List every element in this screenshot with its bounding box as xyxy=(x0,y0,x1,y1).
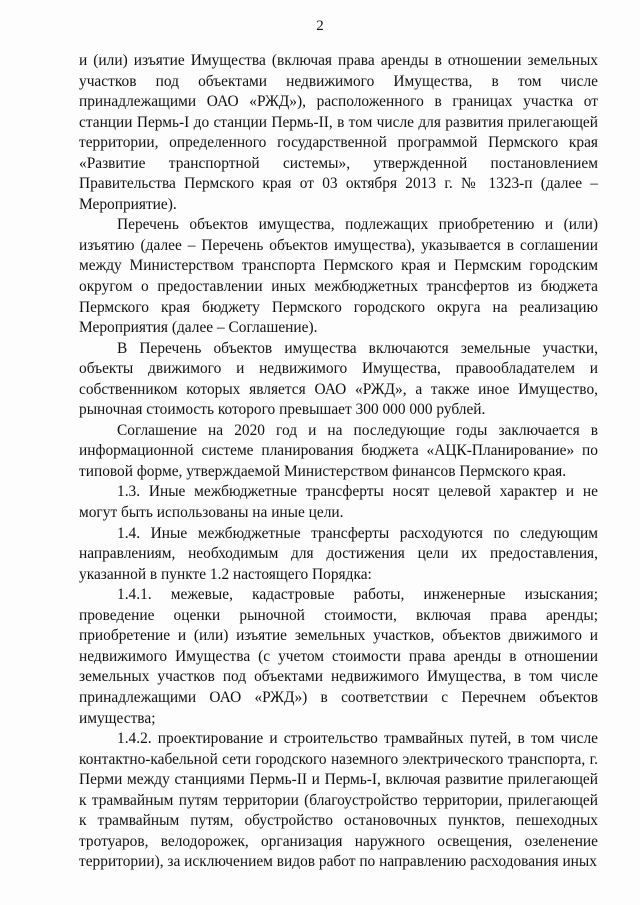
clause-1-4-1: 1.4.1. межевые, кадастровые работы, инженерные изыскания; проведение оценки рыночной стоимости, включая права аренды; приобретение и (или) изъятие земельных участков, объектов движимого и недвижимого Имущества (с учетом стоимости права аренды в отношении земельных участков под объектами недвижимого Имущества, в том числе принадлежащими ОАО «РЖД») в соответствии с Перечнем объектов имущества; xyxy=(79,586,598,727)
paragraph-continuation: и (или) изъятие Имущества (включая права аренды в отношении земельных участков под объектами недвижимого Имущества, в том числе принадлежащими ОАО «РЖД»), расположенного в границах участка от станции Пермь-I до станции Пермь-II, в том числе для развития прилегающей территории, определенного государственной программой Пермского края «Развитие транспортной системы», утвержденной постановлением Правительства Пермского края от 03 октября 2013 г. № 1323-п (далее – Мероприятие). xyxy=(79,52,598,213)
document-body xyxy=(79,51,598,873)
page-number: 2 xyxy=(316,18,324,34)
paragraph-asset-list: Перечень объектов имущества, подлежащих приобретению и (или) изъятию (далее – Перечень объектов имущества), указывается в соглашении между Министерством транспорта Пермского края и Пермским городским округом о предоставлении иных межбюджетных трансфертов из бюджета Пермского края бюджету Пермского городского округа на реализацию Мероприятия (далее – Соглашение). xyxy=(79,216,598,337)
paragraph-asset-list-contents: В Перечень объектов имущества включаются земельные участки, объекты движимого и недвижимого Имущества, правообладателем и собственником которых является ОАО «РЖД», а также иное Имущество, рыночная стоимость которого превышает 300 000 000 рублей. xyxy=(79,339,598,419)
clause-1-4: 1.4. Иные межбюджетные трансферты расходуются по следующим направлениям, необходимым для достижения цели их предоставления, указанной в пункте 1.2 настоящего Порядка: xyxy=(79,524,598,583)
paragraph-agreement: Соглашение на 2020 год и на последующие годы заключается в информационной системе планирования бюджета «АЦК-Планирование» по типовой форме, утверждаемой Министерством финансов Пермского края. xyxy=(79,421,598,480)
clause-1-4-2: 1.4.2. проектирование и строительство трамвайных путей, в том числе контактно-кабельной сети городского наземного электрического транспорта, г. Перми между станциями Пермь-II и Пермь-I, включая развитие прилегающей к трамвайным путям территории (благоустройство территории, прилегающей к трамвайным путям, обустройство остановочных пунктов, пешеходных тротуаров, велодорожек, организация наружного освещения, озеленение территории), за исключением видов работ по направлению расходования иных xyxy=(79,730,598,871)
clause-1-3: 1.3. Иные межбюджетные трансферты носят целевой характер и не могут быть использованы на иные цели. xyxy=(79,483,598,522)
